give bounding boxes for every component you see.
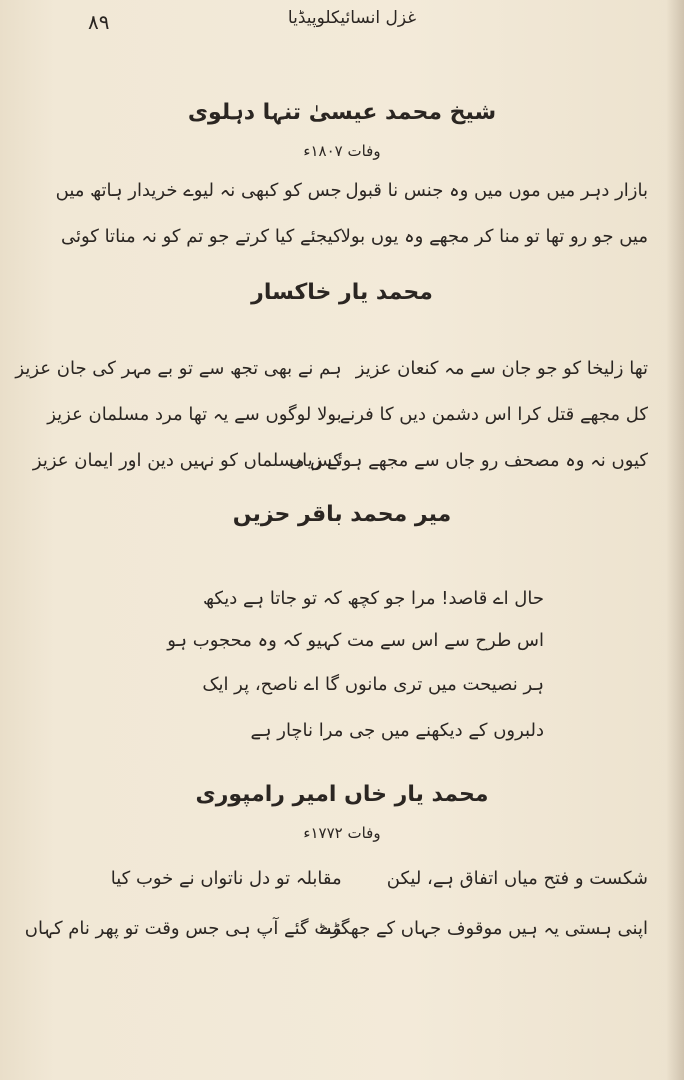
poet-heading: میر محمد باقر حزیں <box>232 502 452 527</box>
hemistich-first: کل مجھے قتل کرا اس دشمن دیں کا فرنے <box>339 404 648 425</box>
page-header <box>60 4 644 38</box>
couplet <box>55 176 648 206</box>
hemistich-second: مٹ گئے آپ ہی جس وقت تو پھر نام کہاں <box>24 918 342 939</box>
poet-heading: محمد یار خاکسار <box>251 280 433 305</box>
verse-line: ہر نصیحت میں تری مانوں گا اے ناصح، پر ایک <box>202 674 544 695</box>
running-title: غزل انسائیکلوپیڈیا <box>287 8 417 28</box>
verse-line: اس طرح سے اس سے مت کہیو کہ وہ محجوب ہو <box>167 630 544 651</box>
hemistich-first: کیوں نہ وہ مصحف رو جاں سے مجھے ہوئے زیاں <box>288 450 648 471</box>
hemistich-second: کیجئے کیا کرتے جو تم کو نہ مناتا کوئی <box>60 226 342 247</box>
hemistich-second: مقابلہ تو دل ناتواں نے خوب کیا <box>110 868 342 889</box>
couplet <box>60 222 648 252</box>
couplet <box>70 864 648 894</box>
hemistich-first: اپنی ہستی یہ ہیں موقوف جہاں کے جھگڑے <box>320 918 648 939</box>
death-note: وفات ۱۷۷۲ء <box>303 824 381 842</box>
verse-line: دلبروں کے دیکھنے میں جی مرا ناچار ہے <box>250 720 544 741</box>
verse-line: حال اے قاصد! مرا جو کچھ کہ تو جاتا ہے دیکھ <box>202 588 544 609</box>
couplet <box>15 354 648 384</box>
hemistich-second: کس مسلماں کو نہیں دین اور ایمان عزیز <box>32 450 342 471</box>
hemistich-second: جس کو کبھی نہ لیوے خریدار ہاتھ میں <box>55 180 342 201</box>
hemistich-first: شکست و فتح میاں اتفاق ہے، لیکن <box>386 868 648 889</box>
hemistich-first: تھا زلیخا کو جو جان سے مہ کنعان عزیز <box>355 358 648 379</box>
hemistich-first: میں جو رو تھا تو منا کر مجھے وہ یوں بولا <box>340 226 648 247</box>
hemistich-second: ہم نے بھی تجھ سے تو بے مہر کی جان عزیز <box>15 358 342 379</box>
page-spine-shadow <box>666 0 684 1080</box>
poet-heading: محمد یار خاں امیر رامپوری <box>195 782 489 807</box>
page-number: ۸۹ <box>88 10 110 34</box>
death-note: وفات ۱۸۰۷ء <box>303 142 381 160</box>
couplet <box>24 914 648 944</box>
couplet <box>47 400 648 430</box>
poet-heading: شیخ محمد عیسیٰ تنہا دہلوی <box>187 100 497 125</box>
couplet <box>32 446 648 476</box>
hemistich-second: بولا لوگوں سے یہ تھا مرد مسلمان عزیز <box>47 404 342 425</box>
hemistich-first: بازار دہر میں موں میں وہ جنس نا قبول <box>345 180 648 201</box>
